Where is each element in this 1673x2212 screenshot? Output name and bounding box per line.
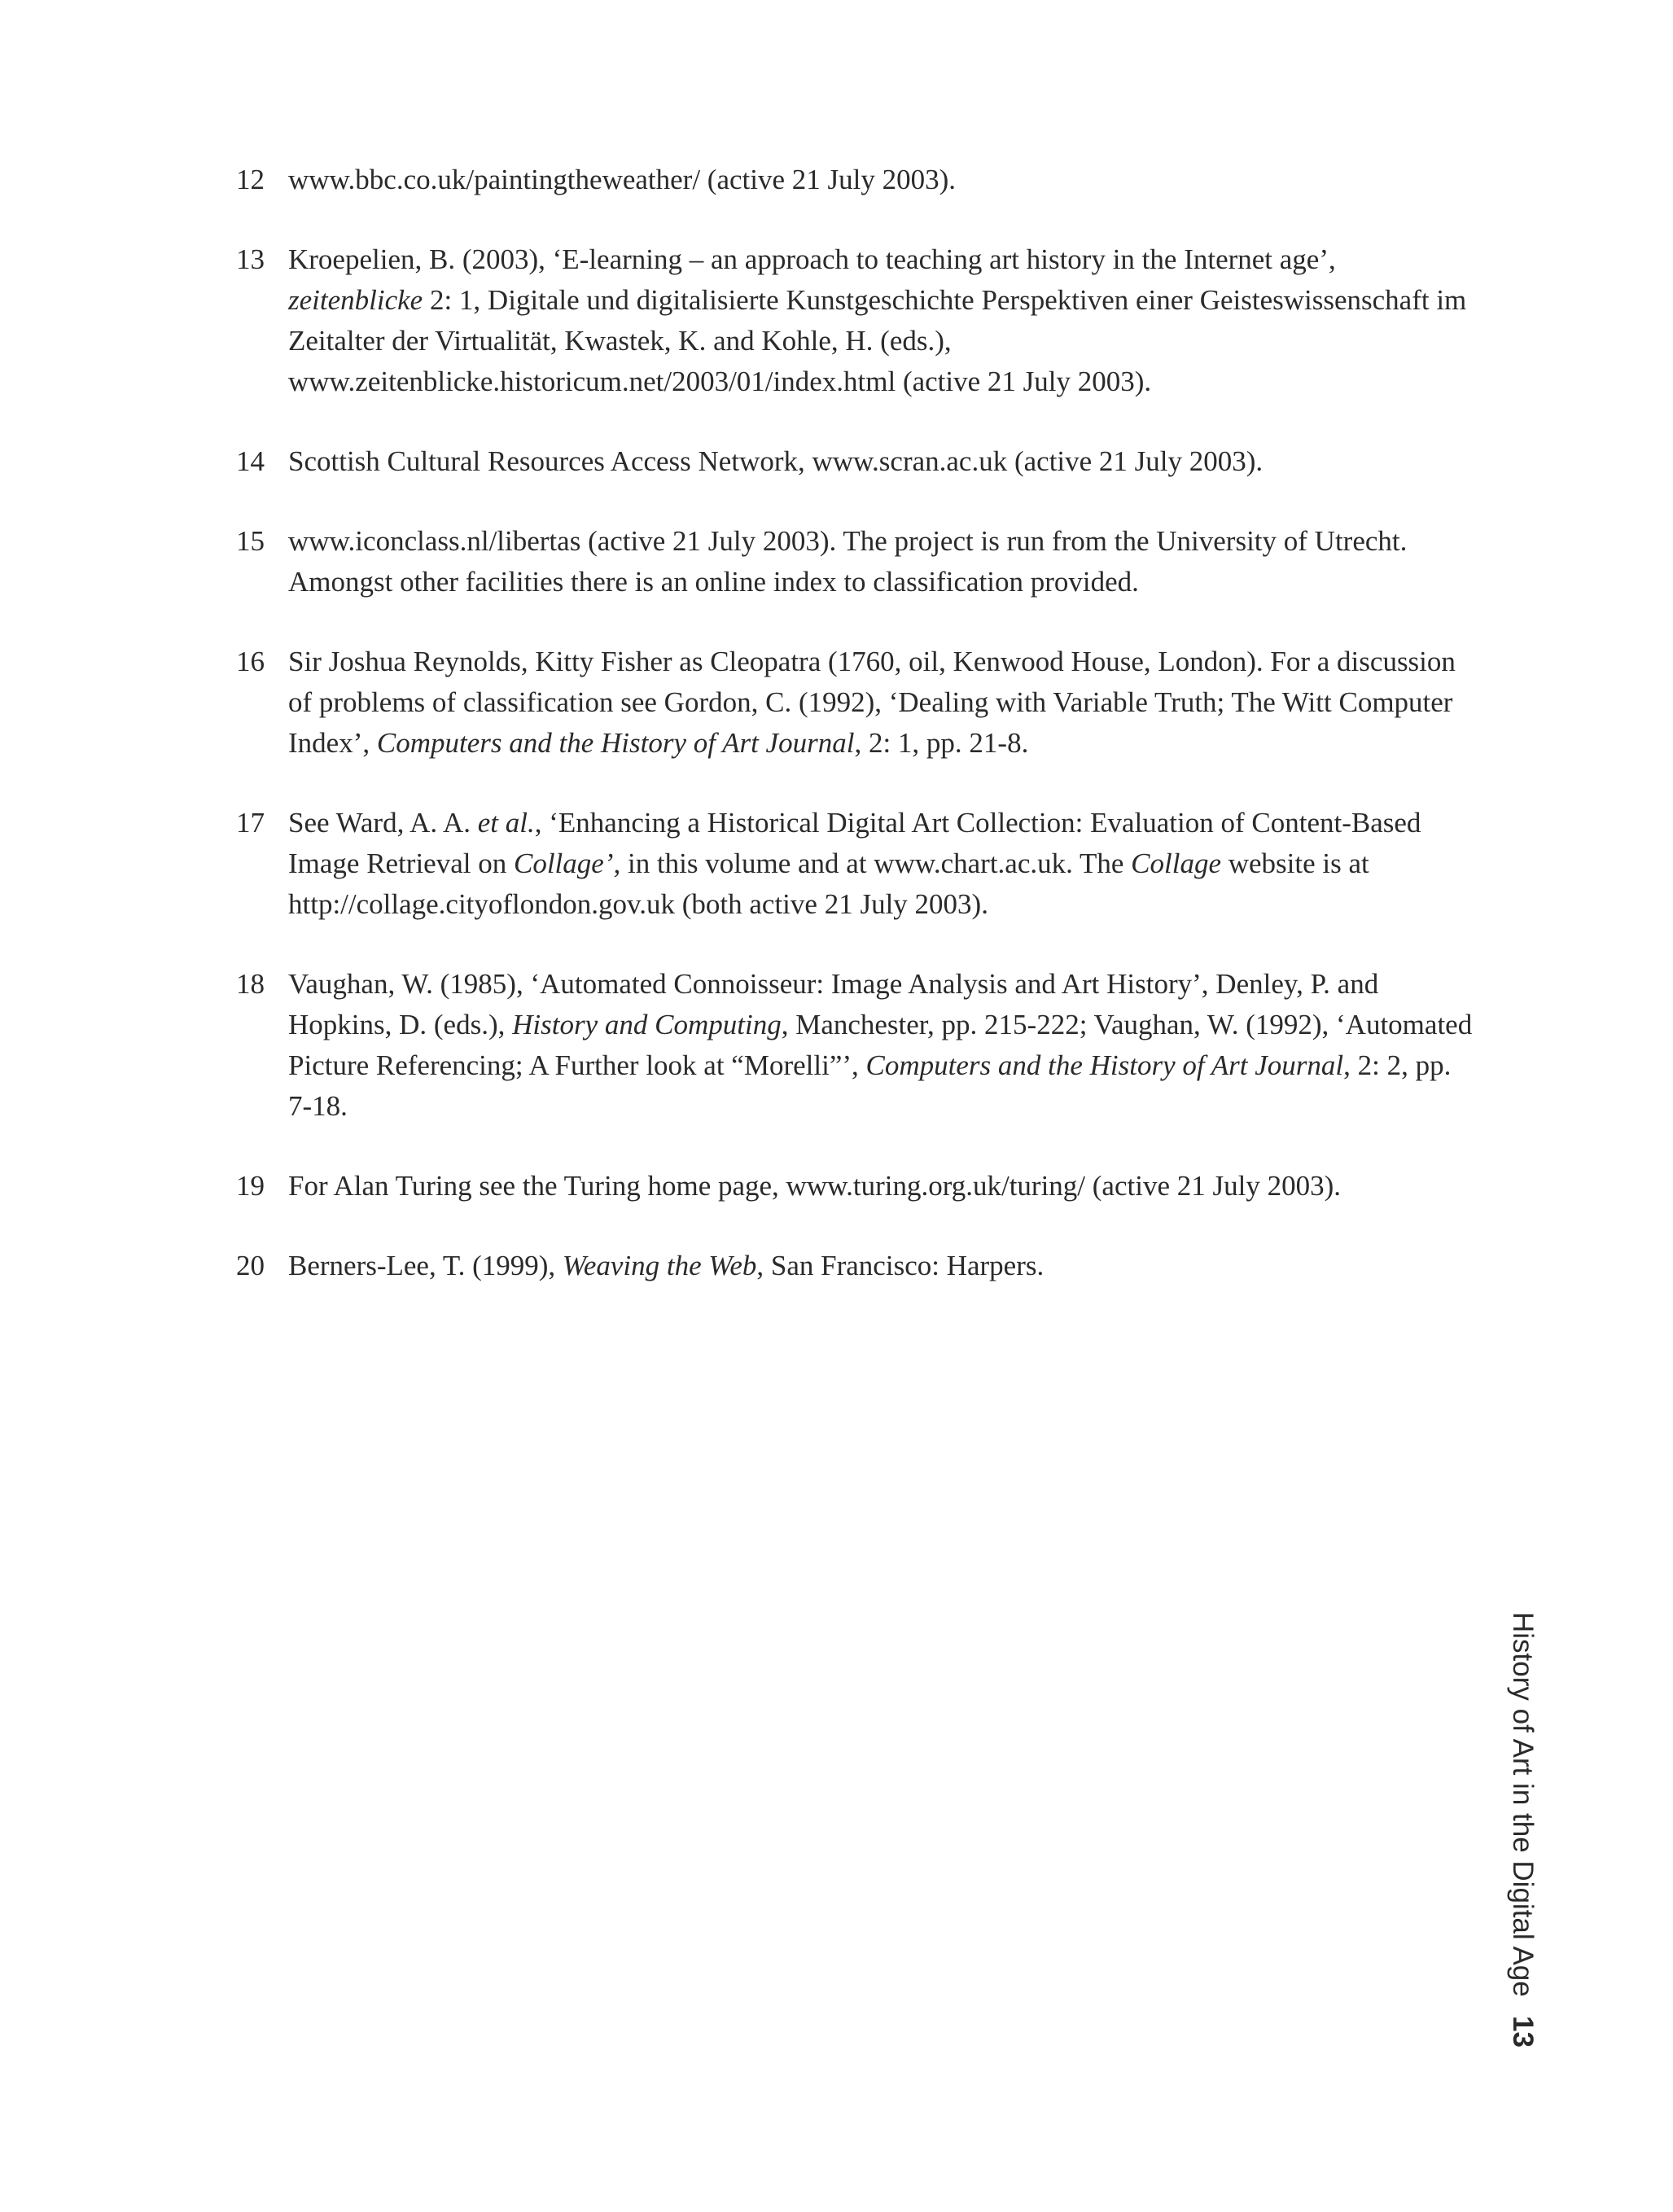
endnote-number: 15 [236, 525, 265, 557]
endnote-segment: Berners-Lee, T. (1999), [288, 1250, 563, 1281]
endnote-number: 17 [236, 807, 265, 839]
endnote-segment: Kroepelien, B. (2003), ‘E-learning – an approach to teaching art history in the Internet age’, [288, 243, 1336, 275]
endnote-text [288, 239, 1474, 402]
endnote [236, 964, 1474, 1127]
endnote-segment: website is at http://collage.cityoflondon.gov.uk (both active 21 July 2003). [288, 848, 1369, 920]
endnote-number: 20 [236, 1250, 265, 1281]
endnote [236, 1246, 1474, 1286]
endnote-text [288, 803, 1474, 925]
endnote-segment: For Alan Turing see the Turing home page, www.turing.org.uk/turing/ (active 21 July 2003). [288, 1170, 1341, 1202]
endnote [236, 1166, 1474, 1207]
endnote-text [288, 441, 1474, 482]
endnote-italic-segment: Collage’, [513, 848, 621, 879]
endnote-italic-segment: History and Computing [512, 1009, 782, 1040]
endnote-text [288, 1246, 1474, 1286]
endnote-text [288, 160, 1474, 200]
endnote-number: 14 [236, 445, 265, 477]
endnote-text [288, 1166, 1474, 1207]
endnote [236, 642, 1474, 764]
endnote-segment: www.bbc.co.uk/paintingtheweather/ (active 21 July 2003). [288, 164, 957, 195]
endnote-number: 13 [236, 243, 265, 275]
endnote-segment: , Manchester, pp. 215-222; Vaughan, W. (1992), ‘Automated Picture Referencing; A Further look at “Morelli”’, [288, 1009, 1473, 1081]
endnote-segment: Sir Joshua Reynolds, Kitty Fisher as Cleopatra (1760, oil, Kenwood House, London). For a discussion of problems of classification see Gordon, C. (1992), ‘Dealing with Variable Truth; The Witt Computer Index’, [288, 646, 1456, 759]
endnote-segment: in this volume and at www.chart.ac.uk. The [620, 848, 1132, 879]
endnote-italic-segment: Computers and the History of Art Journal [376, 727, 855, 759]
endnote-number: 19 [236, 1170, 265, 1202]
endnotes-list [236, 160, 1474, 1325]
endnote-italic-segment: Collage [1131, 848, 1221, 879]
endnote-italic-segment: Weaving the Web [562, 1250, 757, 1281]
endnote [236, 521, 1474, 602]
endnote-segment: , San Francisco: Harpers. [756, 1250, 1045, 1281]
endnote-italic-segment: et al. [477, 807, 535, 839]
endnote-segment: www.iconclass.nl/libertas (active 21 July 2003). The project is run from the University of Utrecht. Amongst other facilities there is an online index to classification provided. [288, 525, 1408, 598]
endnote-segment: , 2: 1, pp. 21-8. [854, 727, 1029, 759]
running-head [1498, 1612, 1547, 2068]
endnote-number: 16 [236, 646, 265, 677]
endnote [236, 239, 1474, 402]
running-head-title: History of Art in the Digital Age [1507, 1612, 1539, 1997]
endnote-number: 12 [236, 164, 265, 195]
endnote [236, 441, 1474, 482]
endnote-text [288, 642, 1474, 764]
endnote-segment: 2: 1, Digitale und digitalisierte Kunstgeschichte Perspektiven einer Geisteswissenschaft im Zeitalter der Virtualität, Kwastek, K. and Kohle, H. (eds.), www.zeitenblicke.historicum.net/2003/01/index.html (active 21 July 2003). [288, 284, 1467, 397]
endnote [236, 160, 1474, 200]
endnote [236, 803, 1474, 925]
endnote-segment: , ‘Enhancing a Historical Digital Art Collection: Evaluation of Content-Based Image Retrieval on [288, 807, 1421, 879]
endnote-segment: , 2: 2, pp. 7-18. [288, 1049, 1452, 1122]
page-number: 13 [1507, 2016, 1539, 2048]
endnote-segment: Scottish Cultural Resources Access Network, www.scran.ac.uk (active 21 July 2003). [288, 445, 1264, 477]
endnote-text [288, 521, 1474, 602]
endnote-italic-segment: zeitenblicke [288, 284, 423, 316]
endnote-text [288, 964, 1474, 1127]
endnote-segment: See Ward, A. A. [288, 807, 478, 839]
endnote-italic-segment: Computers and the History of Art Journal [865, 1049, 1344, 1081]
endnote-number: 18 [236, 968, 265, 1000]
endnote-segment: Vaughan, W. (1985), ‘Automated Connoisseur: Image Analysis and Art History’, Denley, P. and Hopkins, D. (eds.), [288, 968, 1379, 1040]
